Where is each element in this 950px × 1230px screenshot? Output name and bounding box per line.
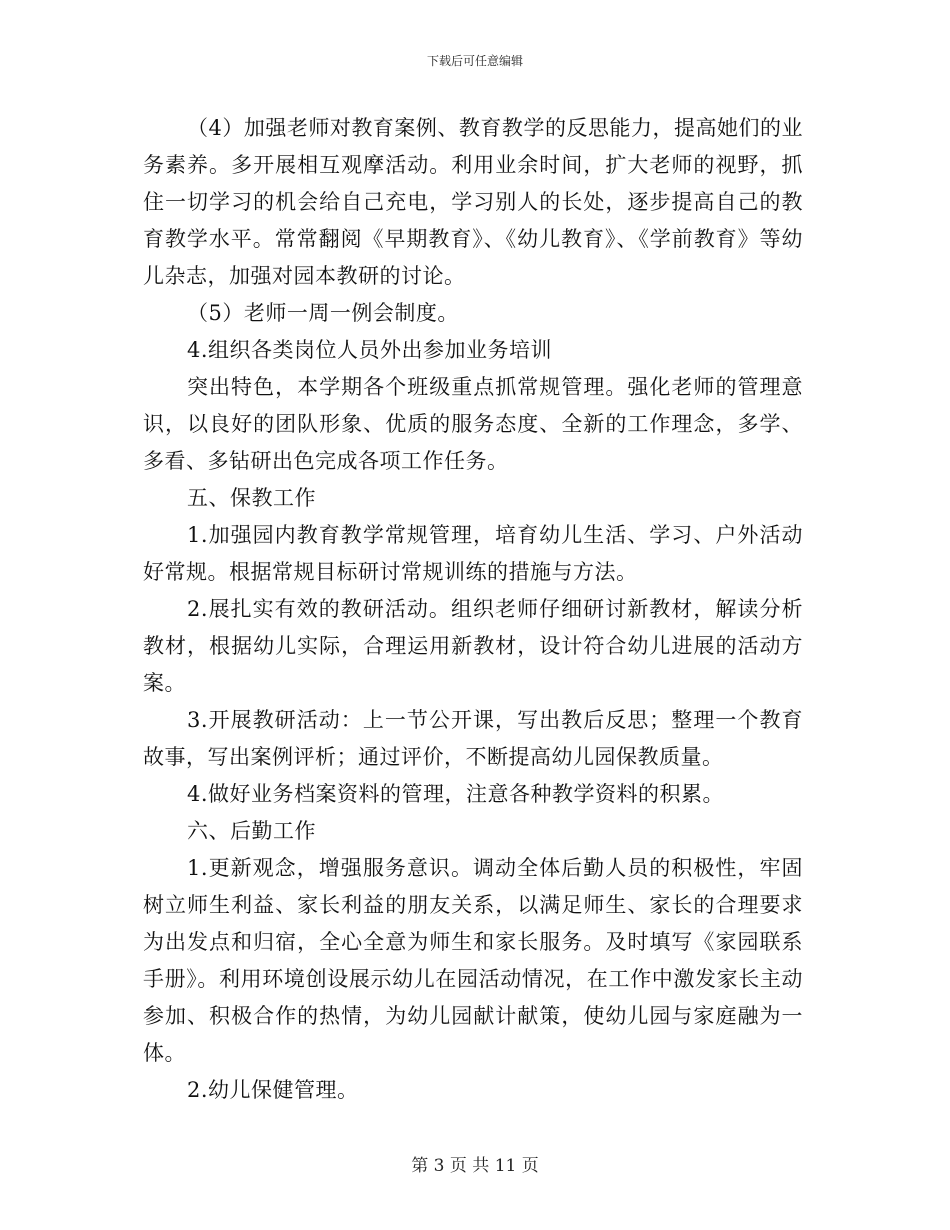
- paragraph-weekly-meeting: （5）老师一周一例会制度。: [187, 301, 459, 325]
- paragraph-teaching-research: 2.展扎实有效的教研活动。组织老师仔细研讨新教材，解读分析教材，根据幼儿实际，合理运用新教材，设计符合幼儿进展的活动方案。: [143, 597, 803, 695]
- page-number: 第 3 页 共 11 页: [411, 1156, 539, 1176]
- section-heading-care-education: 五、保教工作: [187, 486, 316, 510]
- paragraph-service-awareness: 1.更新观念，增强服务意识。调动全体后勤人员的积极性，牢固树立师生利益、家长利益的朋友关系，以满足师生、家长的合理要求为出发点和归宿，全心全意为师生和家长服务。及时填写《家园联系手册》。利用环境创设展示幼儿在园活动情况，在工作中激发家长主动参加、积极合作的热情，为幼儿园献计献策，使幼儿园与家庭融为一体。: [143, 856, 803, 1065]
- section-heading-logistics: 六、后勤工作: [187, 819, 316, 843]
- paragraph-teacher-reflection: （4）加强老师对教育案例、教育教学的反思能力，提高她们的业务素养。多开展相互观摩活动。利用业余时间，扩大老师的视野，抓住一切学习的机会给自己充电，学习别人的长处，逐步提高自己的教育教学水平。常常翻阅《早期教育》、《幼儿教育》、《学前教育》等幼儿杂志，加强对园本教研的讨论。: [143, 116, 803, 288]
- paragraph-highlight-features: 突出特色，本学期各个班级重点抓常规管理。强化老师的管理意识，以良好的团队形象、优质的服务态度、全新的工作理念，多学、多看、多钻研出色完成各项工作任务。: [143, 375, 803, 473]
- paragraph-external-training: 4.组织各类岗位人员外出参加业务培训: [187, 338, 553, 362]
- paragraph-health-management: 2.幼儿保健管理。: [187, 1078, 359, 1102]
- paragraph-archive-management: 4.做好业务档案资料的管理，注意各种教学资料的积累。: [187, 782, 725, 806]
- paragraph-routine-management: 1.加强园内教育教学常规管理，培育幼儿生活、学习、户外活动好常规。根据常规目标研讨常规训练的措施与方法。: [143, 523, 803, 584]
- document-body: [143, 110, 803, 1109]
- page-header: 下载后可任意编辑: [426, 54, 523, 68]
- paragraph-research-activities: 3.开展教研活动：上一节公开课，写出教后反思；整理一个教育故事，写出案例评析；通过评价，不断提高幼儿园保教质量。: [143, 708, 803, 769]
